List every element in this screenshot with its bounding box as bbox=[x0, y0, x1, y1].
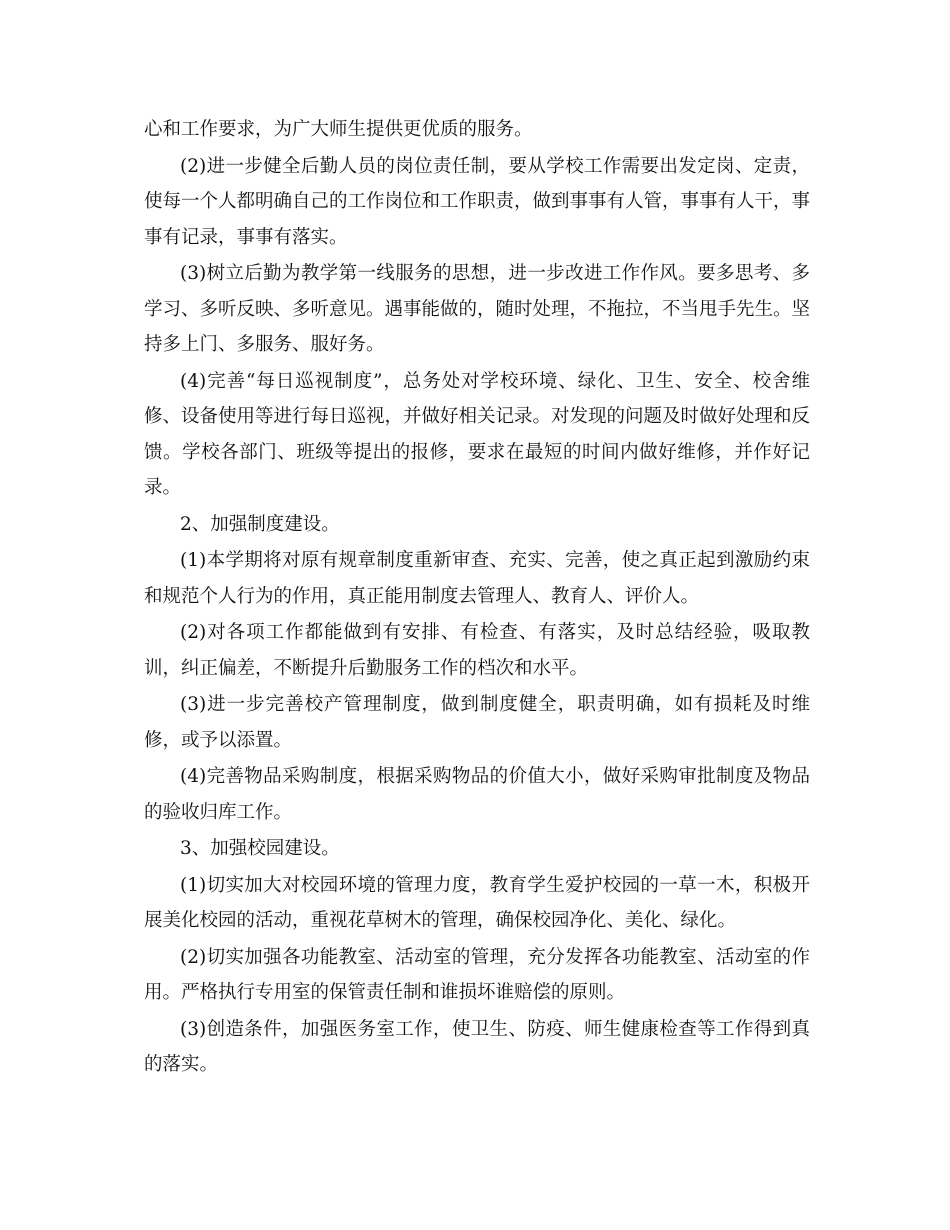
paragraph-item-2: (2)进一步健全后勤人员的岗位责任制，要从学校工作需要出发定岗、定责，使每一个人都明确自己的工作岗位和工作职责，做到事事有人管，事事有人干，事事有记录，事事有落实。 bbox=[144, 155, 811, 248]
paragraph-item-3: (3)树立后勤为教学第一线服务的思想，进一步改进工作作风。要多思考、多学习、多听反映、多听意见。遇事能做的，随时处理，不拖拉，不当甩手先生。坚持多上门、多服务、服好务。 bbox=[144, 263, 811, 355]
section-heading-system-building: 2、加强制度建设。 bbox=[180, 513, 340, 535]
section-heading-campus-building: 3、加强校园建设。 bbox=[180, 838, 340, 859]
paragraph-item-2: (2)对各项工作都能做到有安排、有检查、有落实，及时总结经验，吸取教训，纠正偏差，不断提升后勤服务工作的档次和水平。 bbox=[144, 622, 810, 679]
document-body bbox=[144, 112, 810, 1083]
paragraph-item-4: (4)完善物品采购制度，根据采购物品的价值大小，做好采购审批制度及物品的验收归库工作。 bbox=[144, 766, 810, 823]
paragraph-item-4: (4)完善“每日巡视制度”，总务处对学校环境、绿化、卫生、安全、校舍维修、设备使用等进行每日巡视，并做好相关记录。对发现的问题及时做好处理和反馈。学校各部门、班级等提出的报修，要求在最短的时间内做好维修，并作好记录。 bbox=[144, 370, 811, 498]
paragraph-item-1: (1)切实加大对校园环境的管理力度，教育学生爱护校园的一草一木，积极开展美化校园的活动，重视花草树木的管理，确保校园净化、美化、绿化。 bbox=[144, 874, 810, 931]
paragraph-item-1: (1)本学期将对原有规章制度重新审查、充实、完善，使之真正起到激励约束和规范个人行为的作用，真正能用制度去管理人、教育人、评价人。 bbox=[144, 550, 810, 607]
paragraph-continuation: 心和工作要求，为广大师生提供更优质的服务。 bbox=[144, 119, 533, 140]
paragraph-item-3: (3)进一步完善校产管理制度，做到制度健全，职责明确，如有损耗及时维修，或予以添置。 bbox=[144, 694, 810, 751]
paragraph-item-2: (2)切实加强各功能教室、活动室的管理，充分发挥各功能教室、活动室的作用。严格执行专用室的保管责任制和谁损坏谁赔偿的原则。 bbox=[144, 946, 810, 1003]
paragraph-item-3: (3)创造条件，加强医务室工作，使卫生、防疫、师生健康检查等工作得到真的落实。 bbox=[144, 1018, 810, 1075]
